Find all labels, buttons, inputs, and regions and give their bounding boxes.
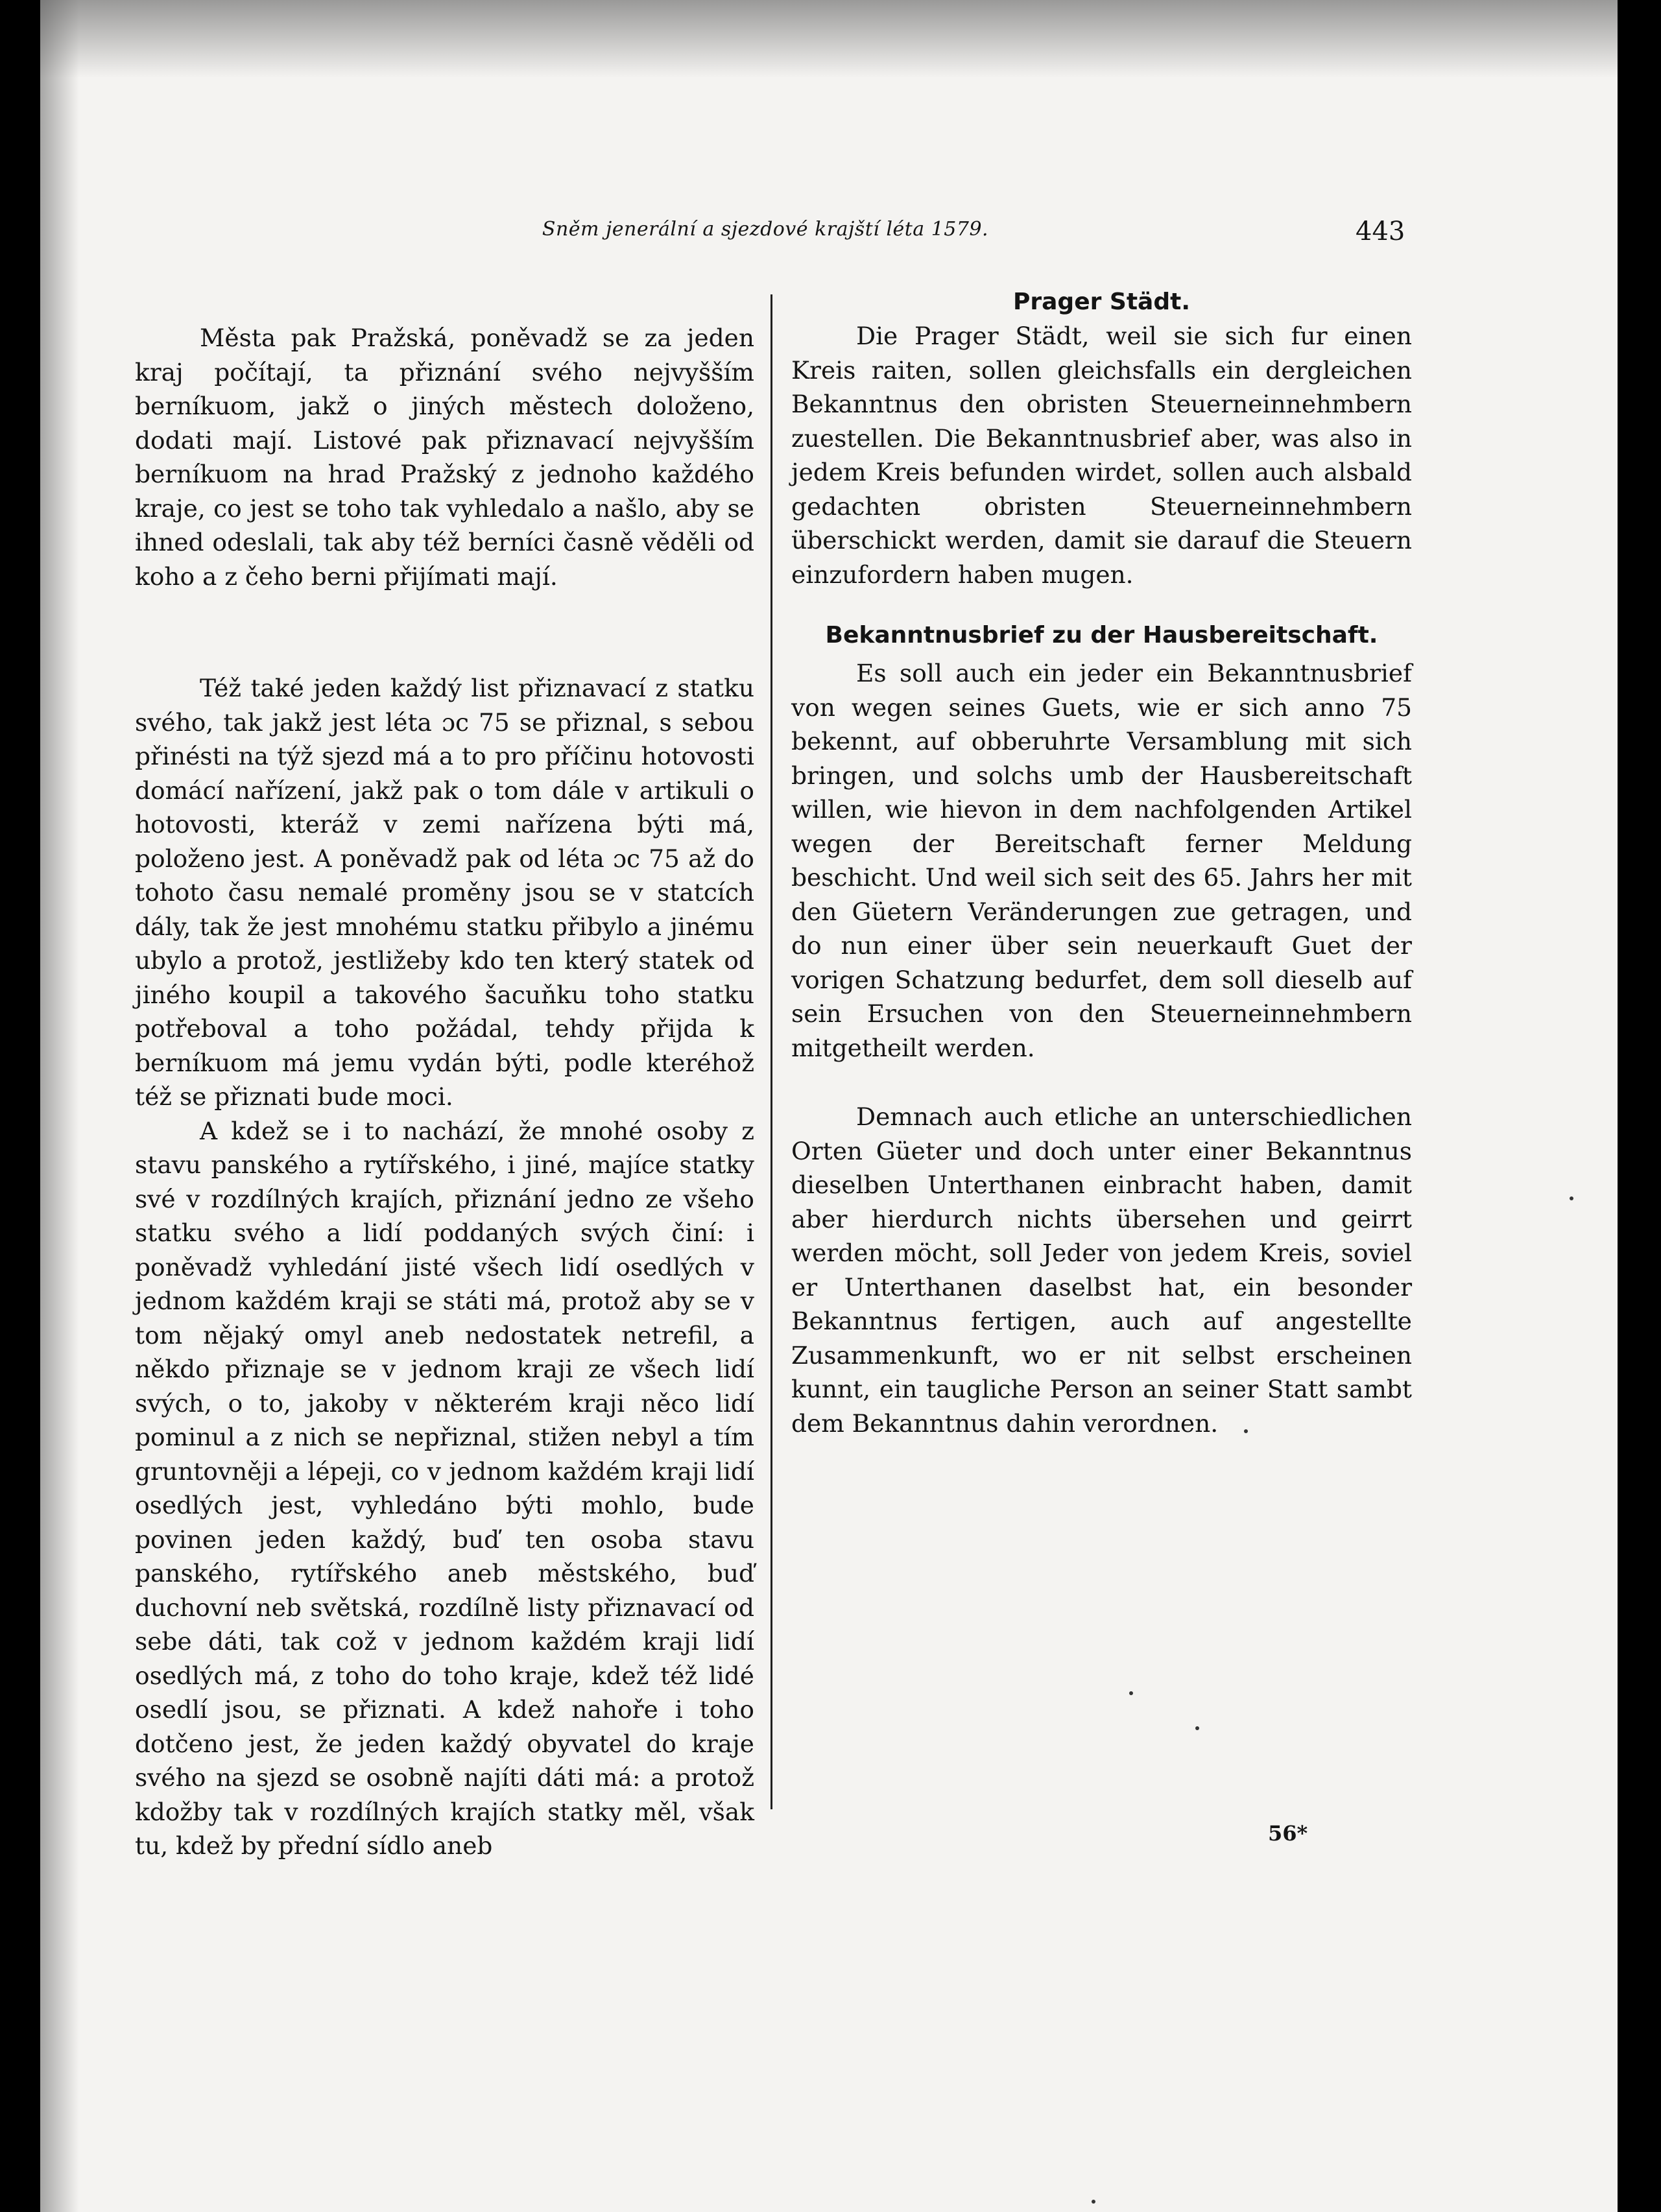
print-speck: [1129, 1691, 1133, 1695]
column-divider: [771, 294, 772, 1809]
print-speck: [1195, 1726, 1199, 1730]
print-speck: [1570, 1196, 1573, 1200]
left-paragraph-1: Města pak Pražská, poněvadž se za jeden kraj počítají, ta přiznání svého nejvyšším berníkuom, jakž o jiných městech doloženo, dodati mají. Listové pak přiznavací nejvyšším berníkuom na hrad Pražský z jednoho každého kraje, co jest se toho tak vyhledalo a našlo, aby se ihned odeslali, tak aby též berníci časně věděli od koho a z čeho berni přijímati mají.: [135, 324, 754, 591]
print-speck: [1092, 2200, 1095, 2204]
right-column-german: [791, 285, 1412, 1440]
right-paragraph-2: Es soll auch ein jeder ein Bekanntnusbrief von wegen seines Guets, wie er sich anno 75 bekennt, auf obberuhrte Versamblung mit sich bringen, und solchs umb der Hausbereitschaft willen, wie hievon in dem nachfolgenden Artikel wegen der Bereitschaft ferner Meldung beschicht. Und weil sich seit des 65. Jahrs her mit den Güetern Veränderungen zue getragen, und do nun einer über sein neuerkauft Guet der vorigen Schatzung bedurfet, dem soll dieselb auf sein Ersuchen von den Steuerneinnehmbern mitgetheilt werden.: [791, 659, 1412, 1062]
left-column-czech: [135, 321, 754, 1863]
heading-bekanntnusbrief: Bekanntnusbrief zu der Hausbereitschaft.: [825, 622, 1378, 648]
print-speck: [1244, 1429, 1248, 1433]
left-paragraph-3: A kdež se i to nachází, že mnohé osoby z stavu panského a rytířského, i jiné, majíce statky své v rozdílných krajích, přiznání jedno ze všeho statku svého a lidí poddaných svých činí: i poněvadž vyhledání jisté všech lidí osedlých v jednom každém kraji se státi má, protož aby se v tom nějaký omyl aneb nedostatek netrefil, a někdo přiznaje se v jednom kraji ze všech lidí svých, o to, jakoby v některém kraji něco lidí pominul a z nich se nepřiznal, stižen nebyl a tím gruntovněji a lépeji, co v jednom každém kraji lidí osedlých jest, vyhledáno býti mohlo, bude povinen jeden každý, buď ten osoba stavu panského, rytířského aneb městského, buď duchovní neb světská, rozdílně listy přiznavací od sebe dáti, tak což v jednom každém kraji lidí osedlých má, z toho do toho kraje, kdež též lidé osedlí jsou, se přiznati. A kdež nahoře i toho dotčeno jest, že jeden každý obyvatel do kraje svého na sjezd se osobně najíti dáti má: a protož kdožby tak v rozdílných krajích statky měl, však tu, kdež by přední sídlo aneb: [135, 1116, 754, 1860]
page-number: 443: [1356, 217, 1405, 246]
signature-mark: 56*: [1268, 1821, 1308, 1846]
right-paragraph-1: Die Prager Städt, weil sie sich fur einen Kreis raiten, sollen gleichsfalls ein dergleichen Bekanntnus den obristen Steuerneinnehmbern zuestellen. Die Bekanntnusbrief aber, was also in jedem Kreis befunden wirdet, sollen auch alsbald gedachten obristen Steuerneinnehmbern überschickt werden, damit sie darauf die Steuern einzufordern haben mugen.: [791, 322, 1412, 589]
page-top-shadow: [40, 0, 1618, 78]
page-left-shadow: [40, 0, 79, 2212]
heading-prager-stadt: Prager Städt.: [1013, 289, 1190, 315]
running-title: Sněm jenerální a sjezdové krajští léta 1579.: [542, 218, 989, 241]
left-paragraph-2: Též také jeden každý list přiznavací z statku svého, tak jakž jest léta ɔc 75 se přiznal, s sebou přinésti na týž sjezd má a to pro příčinu hotovosti domácí nařízení, jakž pak o tom dále v artikuli o hotovosti, kteráž v zemi nařízena býti má, položeno jest. A poněvadž pak od léta ɔc 75 až do tohoto času nemalé proměny jsou se v statcích dály, tak že jest mnohému statku přibylo a jinému ubylo a protož, jestližeby kdo ten který statek od jiného koupil a takového šacuňku toho statku potřeboval a toho požádal, tehdy přijda k berníkuom má jemu vydán býti, podle kteréhož též se přiznati bude moci.: [135, 674, 754, 1111]
right-paragraph-3: Demnach auch etliche an unterschiedlichen Orten Güeter und doch unter einer Bekanntnus dieselben Unterthanen einbracht haben, damit aber hierdurch nichts übersehen und geirrt werden möcht, soll Jeder von jedem Kreis, soviel er Unterthanen daselbst hat, ein besonder Bekanntnus fertigen, auch auf angestellte Zusammenkunft, wo er nit selbst erscheinen kunnt, ein taugliche Person an seiner Statt sambt dem Bekanntnus dahin verordnen.: [791, 1102, 1412, 1438]
